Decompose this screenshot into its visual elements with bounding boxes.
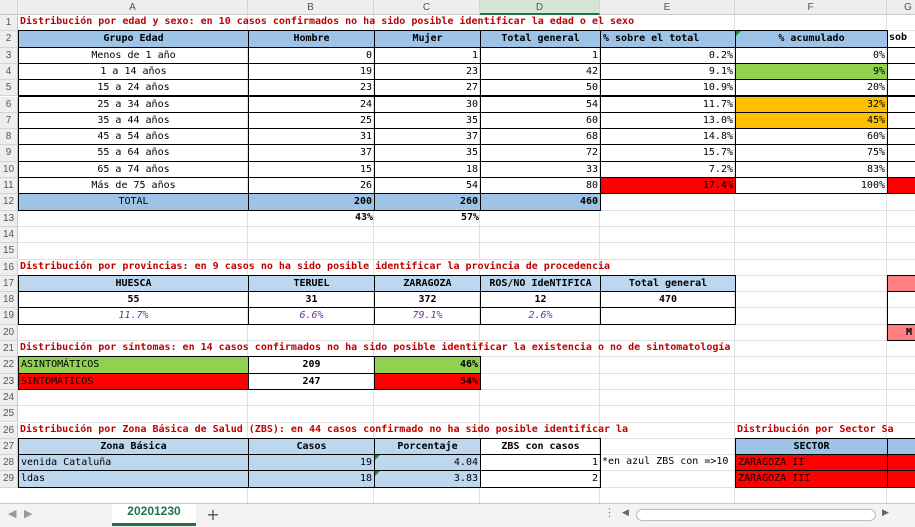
age-row-extra[interactable] xyxy=(887,47,915,64)
age-row-hombre[interactable]: 23 xyxy=(248,79,375,96)
province-side-empty[interactable] xyxy=(887,291,915,325)
age-row-acum[interactable]: 9% xyxy=(735,63,888,80)
age-row-acum[interactable]: 75% xyxy=(735,144,888,161)
sector-header-extra[interactable] xyxy=(887,438,915,455)
cell-note-marker xyxy=(375,455,380,460)
sheet-tab-active[interactable]: 20201230 xyxy=(112,504,196,526)
age-row-pct[interactable]: 15.7% xyxy=(600,144,736,161)
province-pct-0[interactable]: 11.7% xyxy=(18,307,249,324)
column-header-a[interactable]: A xyxy=(18,0,248,15)
row-header-2[interactable]: 2 xyxy=(0,31,18,47)
age-pct-hombre[interactable]: 43% xyxy=(354,211,373,223)
age-row-mujer[interactable]: 37 xyxy=(374,128,481,145)
more-options-icon[interactable]: ⋮ xyxy=(604,506,615,519)
age-row-label[interactable]: 65 a 74 años xyxy=(18,161,249,178)
sector-table-title[interactable]: Distribución por Sector Sa xyxy=(737,423,894,435)
age-row-hombre[interactable]: 24 xyxy=(248,96,375,113)
province-header-1[interactable]: TERUEL xyxy=(248,275,375,292)
age-row-mujer[interactable]: 18 xyxy=(374,161,481,178)
column-header-b[interactable]: B xyxy=(248,0,374,15)
symptom-label[interactable]: ASINTOMÁTICOS xyxy=(18,356,249,373)
row-header-10[interactable]: 10 xyxy=(0,162,18,178)
age-table-title[interactable]: Distribución por edad y sexo: en 10 casos confirmados no ha sido posible identificar la edad o el sexo xyxy=(20,16,635,27)
age-header-3[interactable]: Total general xyxy=(480,30,601,47)
symptom-table-title[interactable]: Distribución por síntomas: en 14 casos confirmados no ha sido posible identificar la existencia o no de sintomatología xyxy=(20,342,731,353)
row-header-6[interactable]: 6 xyxy=(0,97,18,113)
add-sheet-button[interactable]: + xyxy=(206,505,220,524)
province-side-label[interactable]: M xyxy=(887,324,915,341)
row-header-24[interactable]: 24 xyxy=(0,390,18,406)
age-row-pct[interactable]: 17.4% xyxy=(600,177,736,194)
age-header-4[interactable]: % sobre el total xyxy=(600,30,736,47)
age-header-0[interactable]: Grupo Edad xyxy=(18,30,249,47)
symptom-value[interactable]: 209 xyxy=(248,356,375,373)
row-header-25[interactable]: 25 xyxy=(0,406,18,422)
row-header-28[interactable]: 28 xyxy=(0,455,18,471)
province-header-2[interactable]: ZARAGOZA xyxy=(374,275,481,292)
row-header-22[interactable]: 22 xyxy=(0,357,18,373)
sector-row[interactable]: ZARAGOZA III xyxy=(735,470,888,487)
age-row-mujer[interactable]: 30 xyxy=(374,96,481,113)
row-header-17[interactable]: 17 xyxy=(0,276,18,292)
row-header-5[interactable]: 5 xyxy=(0,80,18,96)
age-row-extra[interactable] xyxy=(887,177,915,194)
age-row-extra[interactable] xyxy=(887,112,915,129)
row-header-27[interactable]: 27 xyxy=(0,439,18,455)
province-header-4[interactable]: Total general xyxy=(600,275,736,292)
age-row-extra[interactable] xyxy=(887,128,915,145)
age-header-2[interactable]: Mujer xyxy=(374,30,481,47)
symptom-pct[interactable]: 46% xyxy=(374,356,481,373)
symptom-pct[interactable]: 54% xyxy=(374,373,481,390)
age-row-pct[interactable]: 0.2% xyxy=(600,47,736,64)
sector-row-extra[interactable] xyxy=(887,454,915,471)
age-row-hombre[interactable]: 19 xyxy=(248,63,375,80)
age-row-label[interactable]: Menos de 1 año xyxy=(18,47,249,64)
row-header-19[interactable]: 19 xyxy=(0,308,18,324)
zbs-header-2[interactable]: Porcentaje xyxy=(374,438,481,455)
age-row-total[interactable]: 50 xyxy=(480,79,601,96)
age-row-extra[interactable] xyxy=(887,161,915,178)
age-total-hombre[interactable]: 200 xyxy=(248,193,375,210)
scroll-right-icon[interactable]: ▶ xyxy=(882,508,889,518)
column-header-f[interactable]: F xyxy=(735,0,887,15)
nav-next-sheet-icon[interactable]: ▶ xyxy=(24,507,33,520)
row-header-11[interactable]: 11 xyxy=(0,178,18,194)
age-row-total[interactable]: 60 xyxy=(480,112,601,129)
age-row-acum[interactable]: 45% xyxy=(735,112,888,129)
age-row-acum[interactable]: 32% xyxy=(735,96,888,113)
row-header-23[interactable]: 23 xyxy=(0,374,18,390)
age-row-total[interactable]: 1 xyxy=(480,47,601,64)
age-header-6[interactable]: sob xyxy=(889,32,908,44)
age-row-pct[interactable]: 14.8% xyxy=(600,128,736,145)
cell-note-marker xyxy=(375,471,380,476)
age-row-label[interactable]: 15 a 24 años xyxy=(18,79,249,96)
province-header-3[interactable]: ROS/NO IdeNTIFICA xyxy=(480,275,601,292)
age-pct-mujer[interactable]: 57% xyxy=(460,211,479,223)
age-row-mujer[interactable]: 27 xyxy=(374,79,481,96)
age-row-label[interactable]: 1 a 14 años xyxy=(18,63,249,80)
age-row-total[interactable]: 72 xyxy=(480,144,601,161)
province-value-2[interactable]: 372 xyxy=(374,291,481,308)
age-row-extra[interactable] xyxy=(887,63,915,80)
age-row-hombre[interactable]: 0 xyxy=(248,47,375,64)
age-row-mujer[interactable]: 23 xyxy=(374,63,481,80)
province-value-4[interactable]: 470 xyxy=(600,291,736,308)
zbs-header-3[interactable]: ZBS con casos xyxy=(480,438,601,455)
age-row-label[interactable]: 45 a 54 años xyxy=(18,128,249,145)
age-total-mujer[interactable]: 260 xyxy=(374,193,481,210)
row-header-26[interactable]: 26 xyxy=(0,423,18,439)
zbs-header-1[interactable]: Casos xyxy=(248,438,375,455)
cell-note-marker xyxy=(736,31,741,36)
zbs-table-title[interactable]: Distribución por Zona Básica de Salud (ZBS): en 44 casos confirmado no ha sido posible identificar la xyxy=(20,423,629,435)
select-all-corner[interactable] xyxy=(0,0,18,15)
province-pct-3[interactable]: 2.6% xyxy=(480,307,601,324)
column-header-g[interactable]: G xyxy=(887,0,915,15)
age-row-extra[interactable] xyxy=(887,96,915,113)
age-header-1[interactable]: Hombre xyxy=(248,30,375,47)
age-row-pct[interactable]: 10.9% xyxy=(600,79,736,96)
province-value-3[interactable]: 12 xyxy=(480,291,601,308)
age-row-total[interactable]: 42 xyxy=(480,63,601,80)
row-header-14[interactable]: 14 xyxy=(0,227,18,243)
gridline-row xyxy=(18,405,915,406)
age-row-total[interactable]: 80 xyxy=(480,177,601,194)
age-row-total[interactable]: 33 xyxy=(480,161,601,178)
age-row-pct[interactable]: 7.2% xyxy=(600,161,736,178)
zbs-row-zbs[interactable]: 1 xyxy=(480,454,601,471)
sector-header[interactable]: SECTOR xyxy=(735,438,888,455)
age-row-acum[interactable]: 83% xyxy=(735,161,888,178)
row-header-13[interactable]: 13 xyxy=(0,211,18,227)
province-header-0[interactable]: HUESCA xyxy=(18,275,249,292)
row-header-15[interactable]: 15 xyxy=(0,243,18,259)
zbs-row-zona[interactable]: ldas xyxy=(18,470,249,487)
age-total-label[interactable]: TOTAL xyxy=(18,193,249,210)
age-row-mujer[interactable]: 1 xyxy=(374,47,481,64)
age-total-general[interactable]: 460 xyxy=(480,193,601,210)
column-header-e[interactable]: E xyxy=(600,0,735,15)
age-row-hombre[interactable]: 25 xyxy=(248,112,375,129)
row-header-18[interactable]: 18 xyxy=(0,292,18,308)
age-row-mujer[interactable]: 35 xyxy=(374,144,481,161)
symptom-value[interactable]: 247 xyxy=(248,373,375,390)
province-table-title[interactable]: Distribución por provincias: en 9 casos no ha sido posible identificar la provincia de procedencia xyxy=(20,260,611,272)
scroll-left-icon[interactable]: ◀ xyxy=(622,508,629,518)
sheet-tab-bar xyxy=(0,503,915,527)
zbs-row-casos[interactable]: 19 xyxy=(248,454,375,471)
province-pct-1[interactable]: 6.6% xyxy=(248,307,375,324)
age-row-hombre[interactable]: 15 xyxy=(248,161,375,178)
zbs-note[interactable]: *en azul ZBS con =>10 xyxy=(602,456,729,468)
age-row-mujer[interactable]: 35 xyxy=(374,112,481,129)
zbs-row-pct[interactable]: 4.04 xyxy=(374,454,481,471)
sector-row-extra[interactable] xyxy=(887,470,915,487)
column-header-c[interactable]: C xyxy=(374,0,480,15)
province-pct-empty[interactable] xyxy=(600,307,736,324)
age-row-label[interactable]: 35 a 44 años xyxy=(18,112,249,129)
zbs-row-zona[interactable]: venida Cataluña xyxy=(18,454,249,471)
age-row-label[interactable]: 55 a 64 años xyxy=(18,144,249,161)
gridline-row xyxy=(18,242,915,243)
age-row-label[interactable]: Más de 75 años xyxy=(18,177,249,194)
age-row-pct[interactable]: 11.7% xyxy=(600,96,736,113)
horizontal-scrollbar[interactable] xyxy=(636,509,876,521)
age-row-acum[interactable]: 100% xyxy=(735,177,888,194)
age-row-pct[interactable]: 13.0% xyxy=(600,112,736,129)
row-header-9[interactable]: 9 xyxy=(0,145,18,161)
zbs-row-casos[interactable]: 18 xyxy=(248,470,375,487)
age-row-hombre[interactable]: 37 xyxy=(248,144,375,161)
row-header-4[interactable]: 4 xyxy=(0,64,18,80)
nav-prev-sheet-icon[interactable]: ◀ xyxy=(8,507,17,520)
row-header-29[interactable]: 29 xyxy=(0,471,18,487)
province-pct-2[interactable]: 79.1% xyxy=(374,307,481,324)
row-header-1[interactable]: 1 xyxy=(0,15,18,31)
symptom-label[interactable]: SINTOMÁTICOS xyxy=(18,373,249,390)
age-row-acum[interactable]: 0% xyxy=(735,47,888,64)
row-header-8[interactable]: 8 xyxy=(0,129,18,145)
age-row-total[interactable]: 54 xyxy=(480,96,601,113)
age-row-acum[interactable]: 60% xyxy=(735,128,888,145)
age-row-extra[interactable] xyxy=(887,144,915,161)
province-value-0[interactable]: 55 xyxy=(18,291,249,308)
age-row-acum[interactable]: 20% xyxy=(735,79,888,96)
province-value-1[interactable]: 31 xyxy=(248,291,375,308)
sector-row[interactable]: ZARAGOZA II xyxy=(735,454,888,471)
age-row-pct[interactable]: 9.1% xyxy=(600,63,736,80)
age-row-mujer[interactable]: 54 xyxy=(374,177,481,194)
zbs-row-pct[interactable]: 3.83 xyxy=(374,470,481,487)
row-header-7[interactable]: 7 xyxy=(0,113,18,129)
age-row-hombre[interactable]: 26 xyxy=(248,177,375,194)
age-row-extra[interactable] xyxy=(887,79,915,96)
age-row-label[interactable]: 25 a 34 años xyxy=(18,96,249,113)
column-header-d[interactable]: D xyxy=(480,0,600,15)
zbs-row-zbs[interactable]: 2 xyxy=(480,470,601,487)
row-header-16[interactable]: 16 xyxy=(0,260,18,276)
row-header-3[interactable]: 3 xyxy=(0,48,18,64)
row-header-20[interactable]: 20 xyxy=(0,325,18,341)
age-row-hombre[interactable]: 31 xyxy=(248,128,375,145)
age-header-5[interactable]: % acumulado xyxy=(735,30,888,47)
zbs-header-0[interactable]: Zona Básica xyxy=(18,438,249,455)
province-side-pink[interactable] xyxy=(887,275,915,292)
row-header-21[interactable]: 21 xyxy=(0,341,18,357)
row-header-12[interactable]: 12 xyxy=(0,194,18,210)
age-row-total[interactable]: 68 xyxy=(480,128,601,145)
